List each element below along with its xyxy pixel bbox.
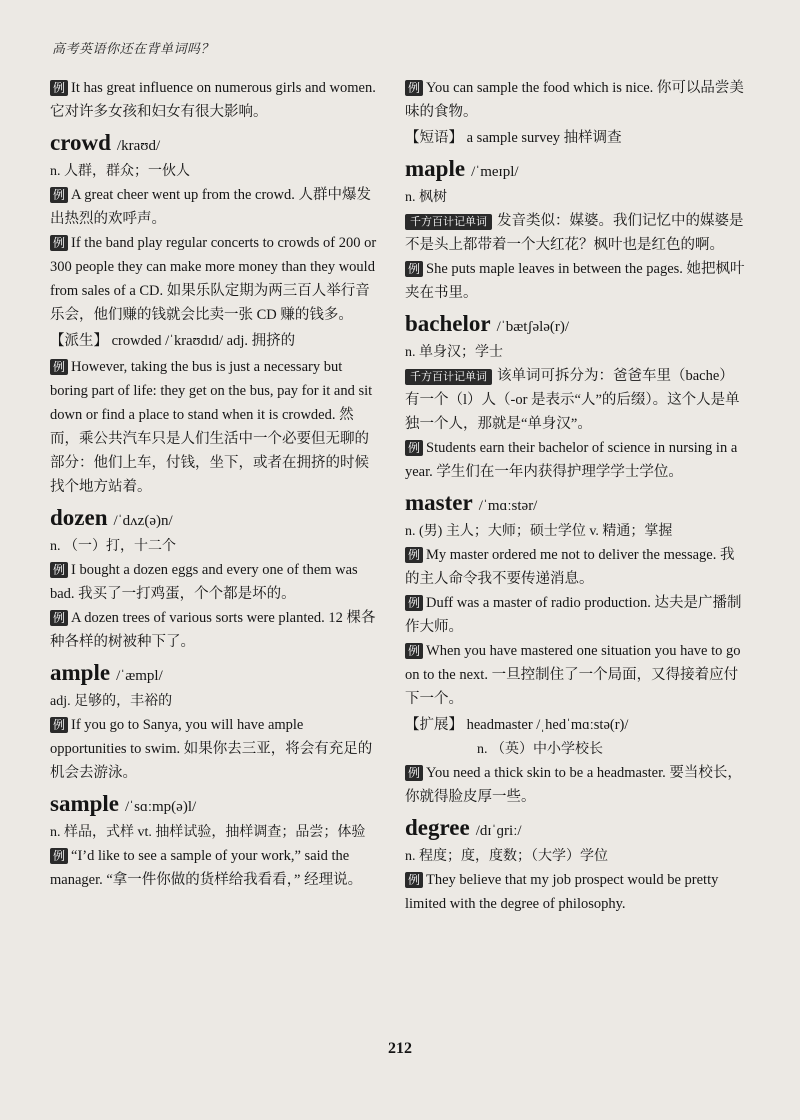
headword-maple: maple /ˈmeɪpl/ [405,156,519,181]
phonetic: /kraʊd/ [116,138,161,154]
headword-crowd: crowd /kraʊd/ [50,130,161,155]
headword-degree: degree /dɪˈɡriː/ [405,815,522,840]
right-column [405,76,745,916]
phonetic: /ˈmeɪpl/ [471,164,519,180]
example-sentence: 例 When you have mastered one situation you have to go on to the next. 一旦控制住了一个局面，又得接着应付下一个。 [405,643,741,707]
definition: n. 枫树 [405,190,447,205]
phonetic: /ˈbætʃələ(r)/ [496,319,570,335]
extension-note: 【扩展】 headmaster /ˌhedˈmɑːstə(r)/ [405,717,629,733]
phrase-note: 【短语】 a sample survey 抽样调查 [405,130,622,146]
phonetic: /ˈdʌz(ə)n/ [113,513,173,529]
left-column [50,76,380,892]
headword-dozen: dozen /ˈdʌz(ə)n/ [50,505,173,530]
definition: adj. 足够的，丰裕的 [50,694,173,709]
headword-master: master /ˈmɑːstər/ [405,490,538,515]
extension-definition: n. （英）中小学校长 [477,742,603,757]
headword-sample: sample /ˈsɑːmp(ə)l/ [50,791,197,816]
example-sentence: 例 A dozen trees of various sorts were planted. 12 棵各种各样的树被种下了。 [50,610,376,650]
memory-tip: 千方百计记单词 发音类似：媒婆。我们记忆中的媒婆是不是头上都带着一个大红花？枫叶也是红色的啊。 [405,213,744,253]
example-sentence: 例 You need a thick skin to be a headmaster. 要当校长，你就得脸皮厚一些。 [405,765,742,805]
phonetic: /dɪˈɡriː/ [475,823,522,839]
example-badge: 例 [50,80,68,96]
running-header: 高考英语你还在背单词吗？ [52,42,215,57]
example-sentence: 例 You can sample the food which is nice. 你可以品尝美味的食物。 [405,80,744,120]
definition: n. 样品，式样 vt. 抽样试验，抽样调查；品尝；体验 [50,825,366,840]
example-sentence: 例 A great cheer went up from the crowd. 人群中爆发出热烈的欢呼声。 [50,187,371,227]
definition: n. 程度；度，度数；（大学）学位 [405,849,608,864]
derivation-note: 【派生】 crowded /ˈkraʊdɪd/ adj. 拥挤的 [50,333,296,349]
example-sentence: 例 Duff was a master of radio production. 达夫是广播制作大师。 [405,595,742,635]
memory-tip: 千方百计记单词 该单词可拆分为：爸爸车里（bache）有一个（l）人（-or 是表示“人”的后缀）。这个人是单独一个人，那就是“单身汉”。 [405,368,740,432]
page-number: 212 [388,1040,412,1057]
example-sentence: 例 They believe that my job prospect would be pretty limited with the degree of philosophy. [405,872,719,912]
example-sentence: 例 If the band play regular concerts to crowds of 200 or 300 people they can make more money than they would from sales of a CD. 如果乐队定期为两三百人举行音乐会，他们赚的钱就会比卖一张 CD 赚的钱多。 [50,235,377,323]
example-sentence: 例 However, taking the bus is just a necessary but boring part of life: they get on the bus, pay for it and sit down or find a place to stand when it is crowded. 然而，乘公共汽车只是人们生活中一个必要但无聊的部分：他们上车，付钱，坐下，或者在拥挤的时候找个地方站着。 [50,359,373,495]
phonetic: /ˈmɑːstər/ [478,498,538,514]
definition: n. （一）打，十二个 [50,539,176,554]
headword-ample: ample /ˈæmpl/ [50,660,163,685]
definition: n. 单身汉；学士 [405,345,503,360]
definition: n. (男) 主人；大师；硕士学位 v. 精通；掌握 [405,524,673,539]
headword-bachelor: bachelor /ˈbætʃələ(r)/ [405,311,570,336]
memory-badge: 千方百计记单词 [405,214,492,230]
example-sentence: 例 I bought a dozen eggs and every one of them was bad. 我买了一打鸡蛋，个个都是坏的。 [50,562,358,602]
example-sentence: 例 She puts maple leaves in between the pages. 她把枫叶夹在书里。 [405,261,745,301]
definition: n. 人群，群众；一伙人 [50,164,190,179]
example-sentence: 例 My master ordered me not to deliver the message. 我的主人命令我不要传递消息。 [405,547,735,587]
example-sentence: 例 Students earn their bachelor of science in nursing in a year. 学生们在一年内获得护理学学士学位。 [405,440,738,480]
example-sentence: 例 It has great influence on numerous girls and women. 它对许多女孩和妇女有很大影响。 [50,80,376,120]
example-sentence: 例 “I’d like to see a sample of your work,” said the manager. “拿一件你做的货样给我看看，” 经理说。 [50,848,363,888]
phonetic: /ˈsɑːmp(ə)l/ [125,799,197,815]
example-sentence: 例 If you go to Sanya, you will have ample opportunities to swim. 如果你去三亚，将会有充足的机会去游泳。 [50,717,373,781]
phonetic: /ˈæmpl/ [116,668,163,684]
